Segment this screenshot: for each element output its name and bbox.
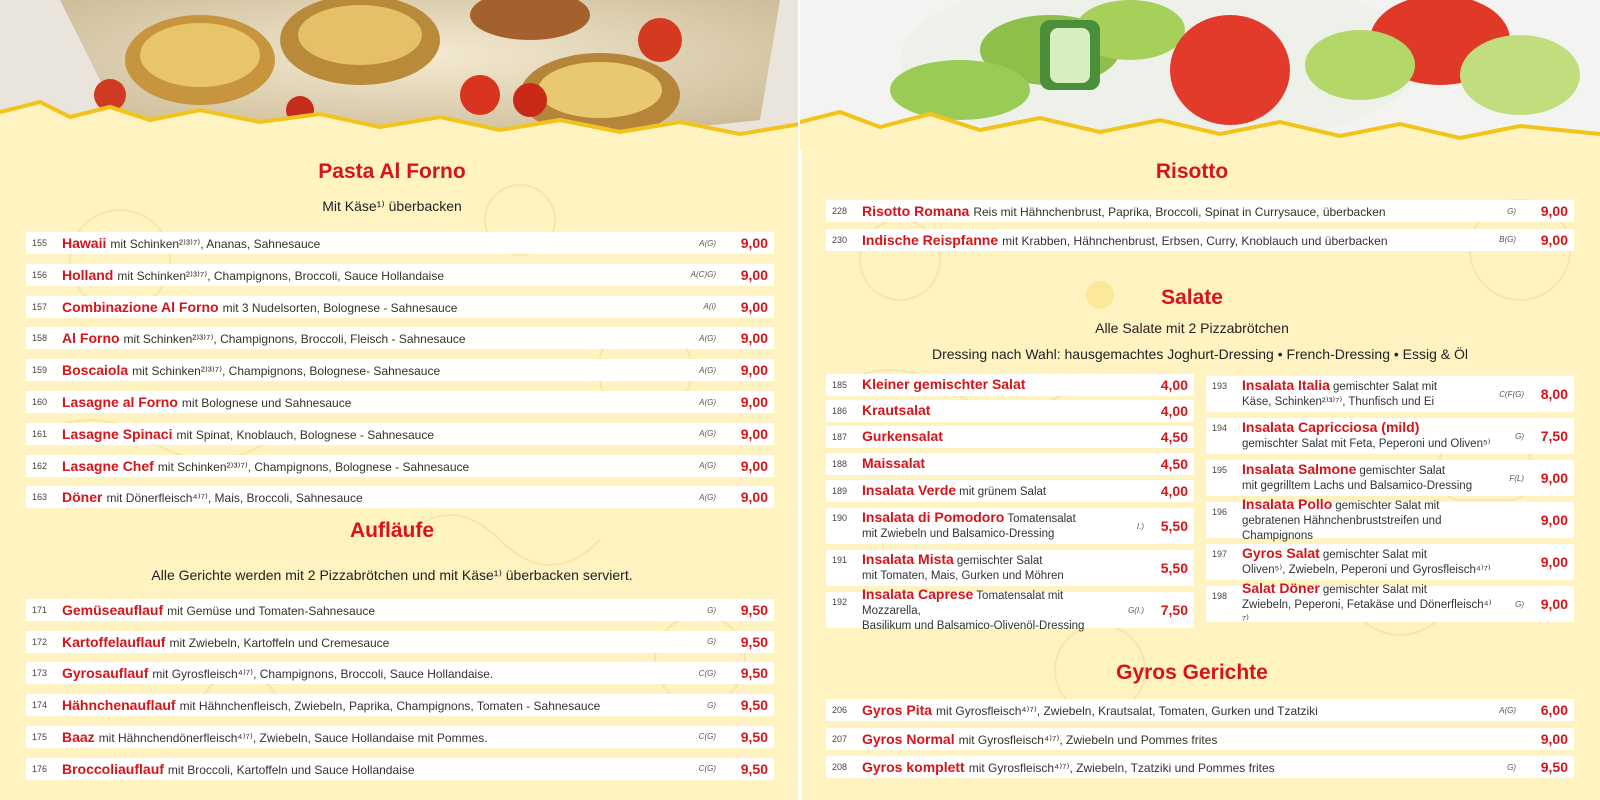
item-name: Insalata Pollo [1242,495,1333,512]
item-number: 230 [832,234,848,245]
item-number: 171 [32,605,48,615]
menu-item-row [826,229,1574,251]
item-details: gemischter Salat mit [1335,499,1440,512]
section-subtitle-pasta-al-forno: Mit Käse¹⁾ überbacken [322,198,462,214]
item-price: 9,00 [740,330,768,347]
item-description [862,232,1476,248]
menu-item-row [26,455,774,477]
item-name: Baaz [62,728,95,745]
allergen-code: G) [1507,762,1516,772]
item-number: 159 [32,365,48,376]
salad-item [826,453,1194,475]
allergen-code: A(G) [699,238,716,248]
item-price: 9,00 [1540,231,1568,248]
item-name: Kleiner gemischter Salat [862,375,1026,392]
item-details-line-2: Käse, Schinken²⁾³⁾⁷⁾, Thunfisch und Ei [1242,396,1435,408]
item-number: 194 [1212,423,1228,433]
menu-item-row [826,756,1574,778]
item-description [862,759,1476,775]
item-description [862,510,1114,542]
item-name: Insalata Verde [862,481,957,498]
item-number: 193 [1212,381,1228,391]
item-details: mit Schinken²⁾³⁾⁷⁾, Champignons, Bolognese - Sahnesauce [157,459,470,474]
item-price: 5,50 [1160,560,1188,576]
item-name: Salat Döner [1242,579,1320,596]
item-number: 192 [832,597,848,607]
item-number: 175 [32,731,48,742]
menu-item-row [26,758,774,780]
item-name: Krautsalat [862,401,931,418]
item-price: 9,00 [740,266,768,283]
salad-item [1206,376,1574,412]
item-description [62,394,676,410]
allergen-code: A(G) [699,365,716,375]
menu-item-row [26,599,774,621]
menu-item-row [26,726,774,748]
item-price: 4,50 [1160,429,1188,445]
item-number: 155 [32,238,48,248]
item-price: 8,00 [1540,386,1568,402]
item-details: gemischter Salat mit [1322,549,1428,561]
salad-item [826,426,1194,448]
item-number: 189 [832,486,848,496]
allergen-code: I.) [1136,521,1144,531]
item-name: Insalata Caprese [862,585,974,602]
allergen-code: C(F(G) [1499,389,1524,399]
item-details: mit Bolognese und Sahnesauce [181,396,352,410]
allergen-code: C(G) [698,732,716,742]
allergen-code: G) [1515,431,1524,441]
item-details: mit grünem Salat [959,485,1047,498]
item-number: 185 [832,380,848,390]
item-details: gemischter Salat [956,555,1043,567]
item-number: 174 [32,700,48,711]
salad-item [1206,495,1574,542]
item-number: 196 [1212,507,1228,517]
item-price: 9,00 [1540,730,1568,747]
item-description [862,483,1114,500]
item-price: 9,00 [1540,596,1568,612]
item-price: 9,50 [1540,759,1568,776]
item-description [62,665,676,681]
item-description [862,377,1114,394]
item-price: 9,50 [740,728,768,745]
item-details-line-2: mit Tomaten, Mais, Gurken und Möhren [862,570,1064,582]
menu-item-row [826,200,1574,222]
allergen-code: A(G) [1499,705,1516,715]
item-description [62,267,676,283]
item-price: 9,50 [740,633,768,650]
item-description [862,429,1114,446]
allergen-code: A(i) [703,302,716,312]
allergen-code: G) [1507,206,1516,216]
item-description [1242,497,1494,544]
item-name: Al Forno [62,330,120,347]
menu-item-row [26,327,774,349]
item-description [62,697,676,713]
item-details: mit Hähnchendönerfleisch⁴⁾⁷⁾, Zwiebeln, Sauce Hollandaise mit Pommes. [98,730,488,745]
item-details: Reis mit Hähnchenbrust, Paprika, Broccoli, Spinat in Currysauce, überbacken [973,205,1386,219]
allergen-code: A(C)G) [690,270,716,280]
menu-item-row [26,232,774,254]
item-description [1242,378,1494,410]
item-description [862,203,1476,219]
item-details: mit Spinat, Knoblauch, Bolognese - Sahnesauce [176,427,434,442]
item-description [62,634,676,650]
item-name: Hawaii [62,235,107,251]
menu-item-row [26,391,774,413]
item-price: 9,00 [740,235,768,251]
item-number: 195 [1212,465,1228,475]
salad-item [826,480,1194,502]
item-details-line-2: Basilikum und Balsamico-Olivenöl-Dressing [862,619,1085,632]
item-details: mit Dönerfleisch⁴⁾⁷⁾, Mais, Broccoli, Sahnesauce [106,491,363,506]
salad-item [826,508,1194,544]
item-number: 190 [832,513,848,523]
item-details: mit Schinken²⁾³⁾⁷⁾, Champignons, Broccoli, Fleisch - Sahnesauce [123,332,466,347]
item-details: mit 3 Nudelsorten, Bolognese - Sahnesauce [222,300,458,315]
item-description [62,602,676,618]
section-title-pasta-al-forno: Pasta Al Forno [318,160,466,183]
item-price: 4,00 [1160,403,1188,419]
item-number: 198 [1212,591,1228,601]
item-description [862,731,1476,747]
item-price: 9,00 [1540,554,1568,570]
allergen-code: G) [707,700,716,710]
item-number: 162 [32,460,48,471]
item-price: 9,50 [740,602,768,618]
item-number: 157 [32,301,48,312]
item-price: 9,00 [1540,512,1568,528]
menu-item-row [26,296,774,318]
salad-item [826,400,1194,422]
salate-subtitle-2: Dressing nach Wahl: hausgemachtes Joghurt-Dressing • French-Dressing • Essig & Öl [931,346,1469,362]
item-name: Holland [62,266,114,283]
item-details-line-2: Zwiebeln, Peperoni, Fetakäse und Dönerfleisch⁴⁾⁷⁾ [1242,598,1492,626]
item-price: 9,50 [740,697,768,714]
menu-item-row [26,631,774,653]
item-description [62,458,676,474]
item-number: 176 [32,763,48,774]
item-price: 9,00 [1540,470,1568,486]
item-details-line-2: mit gegrilltem Lachs und Balsamico-Dressing [1242,480,1473,492]
item-name: Lasagne Chef [62,457,154,474]
item-number: 191 [832,555,848,565]
item-price: 9,50 [740,665,768,682]
menu-item-row [26,486,774,508]
salad-photo [800,0,1600,150]
item-details-line-2: gebratenen Hähnchenbruststreifen und Champignons [1242,514,1442,542]
item-price: 9,00 [740,394,768,410]
item-description [62,362,676,378]
item-number: 172 [32,636,48,647]
item-number: 208 [832,762,848,773]
item-price: 9,00 [740,489,768,506]
salad-item [1206,460,1574,496]
item-details: mit Gyrosfleisch⁴⁾⁷⁾, Zwiebeln, Tzatziki und Pommes frites [968,761,1275,776]
item-price: 9,00 [740,425,768,442]
item-name: Indische Reispfanne [862,231,999,248]
item-description [1242,420,1494,452]
section-subtitle-auflaeufe: Alle Gerichte werden mit 2 Pizzabrötchen und mit Käse¹⁾ überbacken serviert. [151,567,633,583]
item-number: 163 [32,492,48,503]
item-name: Gemüseauflauf [62,602,164,618]
allergen-code: A(G) [699,429,716,439]
menu-item-row [826,699,1574,721]
pasta-al-forno-photo [0,0,800,150]
item-description [862,552,1114,584]
section-title-auflaeufe: Aufläufe [350,519,434,542]
section-title-salate: Salate [1161,286,1223,309]
item-description [1242,462,1494,494]
menu-item-row [826,728,1574,750]
item-price: 4,00 [1160,483,1188,499]
allergen-code: C(G) [698,764,716,773]
allergen-code: A(G) [699,492,716,502]
item-price: 9,00 [740,298,768,315]
item-description [862,702,1476,718]
salad-item [1206,544,1574,580]
item-details: mit Schinken²⁾³⁾⁷⁾, Champignons, Bolognese- Sahnesauce [132,364,441,379]
item-name: Gyros Salat [1242,545,1320,561]
allergen-code: G) [1515,599,1524,609]
item-description [62,729,676,745]
item-number: 197 [1212,549,1228,559]
item-details: gemischter Salat [1359,465,1446,477]
salad-item [826,374,1194,396]
item-details: mit Gemüse und Tomaten-Sahnesauce [167,604,376,618]
item-number: 188 [832,459,848,469]
allergen-code: G) [707,605,716,615]
allergen-code: C(G) [698,668,716,678]
item-name: Kartoffelauflauf [62,633,166,650]
menu-item-row [26,694,774,716]
item-number: 158 [32,333,48,344]
salad-item [826,585,1194,632]
item-details: Tomatensalat [1007,513,1076,525]
item-details: mit Hähnchenfleisch, Zwiebeln, Paprika, Champignons, Tomaten - Sahnesauce [179,699,601,714]
item-description [862,587,1114,634]
item-price: 9,00 [740,362,768,379]
item-price: 4,00 [1160,377,1188,393]
item-number: 160 [32,397,48,407]
item-name: Insalata di Pomodoro [862,509,1005,525]
menu-item-row [26,359,774,381]
item-name: Insalata Italia [1242,377,1330,393]
item-details: gemischter Salat mit [1322,583,1427,596]
item-name: Risotto Romana [862,203,970,219]
menu-item-row [26,662,774,684]
allergen-code: A(G) [699,397,716,407]
item-details: mit Schinken²⁾³⁾⁷⁾, Ananas, Sahnesauce [110,237,321,251]
salad-item [1206,579,1574,626]
menu-item-row [26,423,774,445]
item-details: mit Krabben, Hähnchenbrust, Erbsen, Curry, Knoblauch und überbacken [1002,233,1388,248]
item-description [62,330,676,346]
item-name: Insalata Mista [862,551,954,567]
item-number: 156 [32,269,48,280]
item-details: mit Broccoli, Kartoffeln und Sauce Hollandaise [167,762,415,777]
item-name: Boscaiola [62,362,129,379]
item-details: mit Schinken²⁾³⁾⁷⁾, Champignons, Broccoli, Sauce Hollandaise [117,268,445,283]
allergen-code: G) [707,637,716,647]
item-number: 187 [832,432,848,442]
item-price: 9,00 [1540,203,1568,219]
item-description [62,235,676,251]
item-description [1242,581,1494,628]
item-price: 9,00 [740,457,768,474]
item-number: 207 [832,733,848,744]
item-name: Insalata Salmone [1242,461,1357,477]
item-description [862,403,1114,420]
item-number: 186 [832,406,848,416]
item-name: Lasagne al Forno [62,394,178,410]
item-description [62,426,676,442]
item-details-line-2: mit Zwiebeln und Balsamico-Dressing [862,528,1055,540]
allergen-code: A(G) [699,461,716,471]
item-name: Gyrosauflauf [62,665,149,682]
item-price: 9,50 [740,760,768,777]
salad-item [826,550,1194,586]
item-description [62,299,676,315]
item-name: Gurkensalat [862,427,943,444]
section-title-gyros-gerichte: Gyros Gerichte [1116,661,1268,684]
item-price: 7,50 [1540,428,1568,444]
item-details: mit Zwiebeln, Kartoffeln und Cremesauce [169,635,390,650]
item-name: Gyros Normal [862,730,955,747]
item-name: Lasagne Spinaci [62,425,173,442]
item-price: 5,50 [1160,518,1188,534]
item-name: Combinazione Al Forno [62,298,219,315]
item-name: Hähnchenauflauf [62,697,176,714]
allergen-code: G(I.) [1128,605,1144,615]
item-name: Gyros Pita [862,702,933,718]
item-number: 161 [32,428,48,439]
item-details: mit Gyrosfleisch⁴⁾⁷⁾, Zwiebeln, Krautsalat, Tomaten, Gurken und Tzatziki [936,704,1318,718]
item-price: 7,50 [1160,602,1188,618]
allergen-code: A(G) [699,333,716,343]
item-details-line-2: Oliven⁵⁾, Zwiebeln, Peperoni und Gyrosfleisch⁴⁾⁷⁾ [1242,564,1491,576]
item-details: mit Gyrosfleisch⁴⁾⁷⁾, Champignons, Broccoli, Sauce Hollandaise. [152,667,494,682]
right-page [800,0,1600,800]
item-description [62,761,676,777]
item-name: Döner [62,489,103,506]
item-details-line-2: gemischter Salat mit Feta, Peperoni und Oliven⁵⁾ [1242,438,1491,450]
item-description [1242,546,1494,578]
item-number: 228 [832,206,848,216]
item-details: mit Gyrosfleisch⁴⁾⁷⁾, Zwiebeln und Pommes frites [958,732,1218,747]
item-price: 4,50 [1160,456,1188,472]
item-description [62,489,676,505]
item-name: Maissalat [862,454,926,471]
item-number: 173 [32,668,48,679]
item-number: 206 [832,705,848,715]
item-name: Gyros komplett [862,759,965,776]
item-name: Broccoliauflauf [62,760,164,777]
menu-item-row [26,264,774,286]
salad-item [1206,418,1574,454]
salate-subtitle-1: Alle Salate mit 2 Pizzabrötchen [1095,320,1289,336]
item-details: Tomatensalat mit Mozzarella, [862,589,1064,617]
item-details: gemischter Salat mit [1332,381,1438,393]
item-name: Insalata Capricciosa (mild) [1242,419,1420,435]
item-price: 6,00 [1540,702,1568,718]
section-title-risotto: Risotto [1155,160,1229,183]
item-description [862,456,1114,473]
allergen-code: F(L) [1509,473,1524,483]
allergen-code: B(G) [1499,235,1516,244]
